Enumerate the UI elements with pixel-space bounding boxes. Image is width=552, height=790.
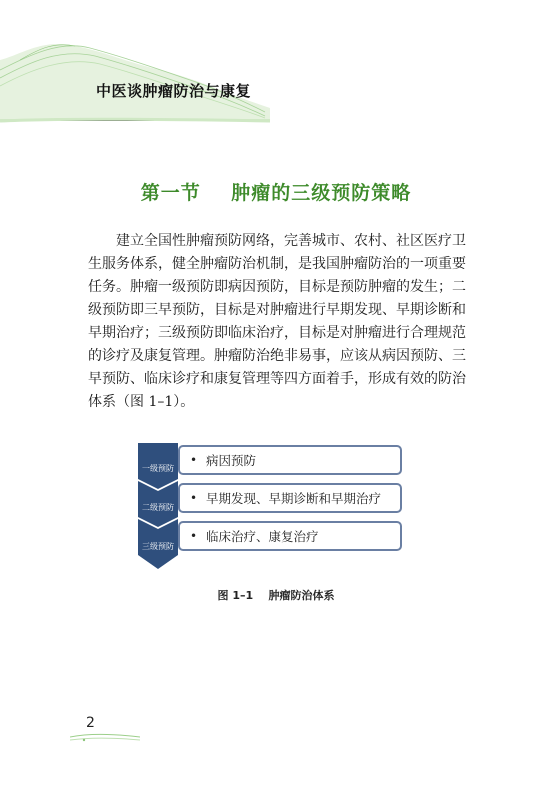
header-decoration	[0, 0, 552, 140]
bullet-icon: •	[190, 453, 198, 467]
level-3-label: 三级预防	[142, 542, 174, 551]
prevention-diagram	[138, 443, 408, 573]
level-3-box	[178, 521, 402, 551]
level-1-box	[178, 445, 402, 475]
book-title: 中医谈肿瘤防治与康复	[96, 82, 252, 100]
bullet-icon: •	[190, 529, 198, 543]
level-2-box	[178, 483, 402, 513]
level-1-label: 一级预防	[142, 464, 174, 473]
level-3-item: 临床治疗、康复治疗	[206, 529, 319, 544]
level-1-item: 病因预防	[206, 453, 257, 468]
level-2-item: 早期发现、早期诊断和早期治疗	[206, 491, 382, 506]
page-number: 2	[86, 715, 95, 731]
section-title: 第一节 肿瘤的三级预防策略	[140, 182, 412, 204]
body-paragraph: 建立全国性肿瘤预防网络，完善城市、农村、社区医疗卫生服务体系，健全肿瘤防治机制，是我国肿瘤防治的一项重要任务。肿瘤一级预防即病因预防，目标是预防肿瘤的发生；二级预防即三早预防，目标是对肿瘤进行早期发现、早期诊断和早期治疗；三级预防即临床治疗，目标是对肿瘤进行合理规范的诊疗及康复管理。肿瘤防治绝非易事，应该从病因预防、三早预防、临床诊疗和康复管理等四方面着手，形成有效的防治体系（图 1–1）。	[88, 233, 466, 410]
bullet-icon: •	[190, 491, 198, 505]
level-2-label: 二级预防	[142, 503, 174, 512]
footer-decoration	[70, 731, 140, 743]
figure-caption: 图 1–1 肿瘤防治体系	[217, 589, 335, 602]
